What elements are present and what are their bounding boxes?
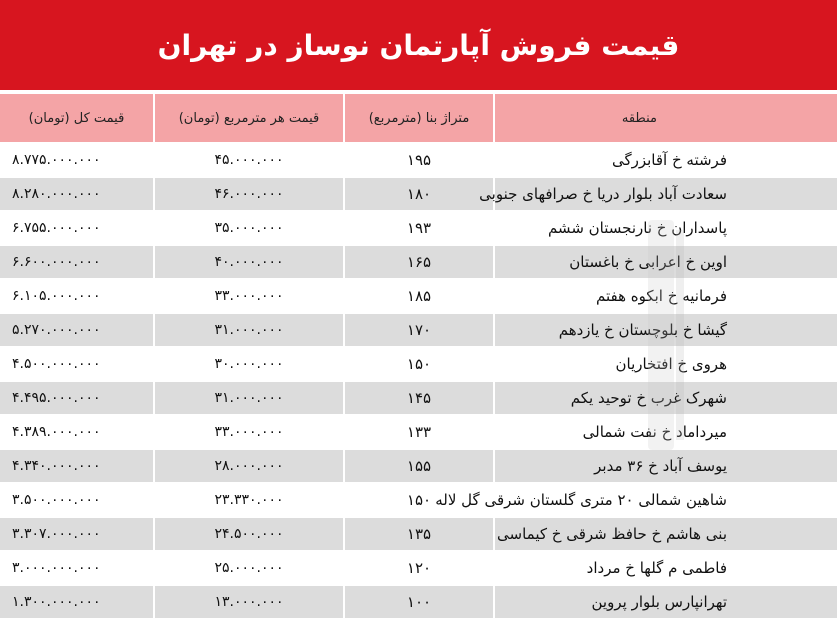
- cell-area: فاطمی م گلها خ مرداد: [493, 552, 837, 586]
- cell-price-per-m2: ۲۸.۰۰۰.۰۰۰: [153, 450, 343, 484]
- cell-total: ۱.۳۰۰.۰۰۰.۰۰۰: [0, 586, 153, 620]
- cell-total: ۴.۳۸۹.۰۰۰.۰۰۰: [0, 416, 153, 450]
- cell-price-per-m2: ۳۳.۰۰۰.۰۰۰: [153, 416, 343, 450]
- cell-price-per-m2: ۲۵.۰۰۰.۰۰۰: [153, 552, 343, 586]
- cell-total: ۴.۴۹۵.۰۰۰.۰۰۰: [0, 382, 153, 416]
- table-row: [0, 518, 837, 552]
- cell-price-per-m2: ۴۶.۰۰۰.۰۰۰: [153, 178, 343, 212]
- cell-size: ۱۰۰: [343, 586, 493, 620]
- cell-total: ۶.۱۰۵.۰۰۰.۰۰۰: [0, 280, 153, 314]
- table-row: [0, 144, 837, 178]
- cell-area: میرداماد خ نفت شمالی: [493, 416, 837, 450]
- header-price-per-m2: قیمت هر مترمربع (تومان): [153, 94, 343, 144]
- cell-area: سعادت آباد بلوار دریا خ صرافهای جنوبی: [493, 178, 837, 212]
- cell-size: ۱۴۵: [343, 382, 493, 416]
- table-row: [0, 552, 837, 586]
- cell-total: ۸.۲۸۰.۰۰۰.۰۰۰: [0, 178, 153, 212]
- cell-area: فرشته خ آقابزرگی: [493, 144, 837, 178]
- cell-size: ۱۵۵: [343, 450, 493, 484]
- cell-price-per-m2: ۲۴.۵۰۰.۰۰۰: [153, 518, 343, 552]
- cell-area: فرمانیه خ ابکوه هفتم: [493, 280, 837, 314]
- cell-total: ۶.۷۵۵.۰۰۰.۰۰۰: [0, 212, 153, 246]
- table-body: [0, 144, 837, 620]
- cell-price-per-m2: ۳۳.۰۰۰.۰۰۰: [153, 280, 343, 314]
- cell-size: ۱۷۰: [343, 314, 493, 348]
- cell-price-per-m2: ۳۵.۰۰۰.۰۰۰: [153, 212, 343, 246]
- table-row: [0, 484, 837, 518]
- cell-area: شهرک غرب خ توحید یکم: [493, 382, 837, 416]
- title-bar: [0, 0, 837, 90]
- page-title: قیمت فروش آپارتمان نوساز در تهران: [157, 28, 680, 62]
- table-row: [0, 586, 837, 620]
- cell-price-per-m2: ۴۰.۰۰۰.۰۰۰: [153, 246, 343, 280]
- cell-size: ۱۵۰: [343, 348, 493, 382]
- cell-area: تهرانپارس بلوار پروین: [493, 586, 837, 620]
- cell-total: ۳.۵۰۰.۰۰۰.۰۰۰: [0, 484, 153, 518]
- cell-total: ۴.۳۴۰.۰۰۰.۰۰۰: [0, 450, 153, 484]
- table-row: [0, 348, 837, 382]
- cell-price-per-m2: ۱۳.۰۰۰.۰۰۰: [153, 586, 343, 620]
- cell-total: ۸.۷۷۵.۰۰۰.۰۰۰: [0, 144, 153, 178]
- cell-size: ۱۶۵: [343, 246, 493, 280]
- table-row: [0, 178, 837, 212]
- cell-area: پاسداران خ نارنجستان ششم: [493, 212, 837, 246]
- cell-size: ۱۳۳: [343, 416, 493, 450]
- cell-area: هروی خ افتخاریان: [493, 348, 837, 382]
- cell-area: بنی هاشم خ حافظ شرقی خ کیماسی: [493, 518, 837, 552]
- header-size: متراژ بنا (مترمربع): [343, 94, 493, 144]
- cell-area: اوین خ اعرابی خ باغستان: [493, 246, 837, 280]
- cell-total: ۳.۰۰۰.۰۰۰.۰۰۰: [0, 552, 153, 586]
- cell-size: ۱۲۰: [343, 552, 493, 586]
- table-row: [0, 280, 837, 314]
- cell-price-per-m2: ۴۵.۰۰۰.۰۰۰: [153, 144, 343, 178]
- cell-area: شاهین شمالی ۲۰ متری گلستان شرقی گل لاله: [493, 484, 837, 518]
- cell-size: ۱۹۳: [343, 212, 493, 246]
- cell-size: ۱۹۵: [343, 144, 493, 178]
- table-row: [0, 450, 837, 484]
- cell-size: ۱۸۵: [343, 280, 493, 314]
- header-area: منطقه: [493, 94, 837, 144]
- table-header: [0, 94, 837, 144]
- header-total: قیمت کل (تومان): [0, 94, 153, 144]
- cell-total: ۵.۲۷۰.۰۰۰.۰۰۰: [0, 314, 153, 348]
- cell-price-per-m2: ۲۳.۳۳۰.۰۰۰: [153, 484, 343, 518]
- cell-area: یوسف آباد خ ۳۶ مدبر: [493, 450, 837, 484]
- cell-total: ۴.۵۰۰.۰۰۰.۰۰۰: [0, 348, 153, 382]
- cell-area: گیشا خ بلوچستان خ یازدهم: [493, 314, 837, 348]
- price-table: [0, 94, 837, 620]
- cell-size: ۱۳۵: [343, 518, 493, 552]
- table-row: [0, 314, 837, 348]
- cell-total: ۳.۳۰۷.۰۰۰.۰۰۰: [0, 518, 153, 552]
- table-row: [0, 416, 837, 450]
- cell-total: ۶.۶۰۰.۰۰۰.۰۰۰: [0, 246, 153, 280]
- cell-price-per-m2: ۳۰.۰۰۰.۰۰۰: [153, 348, 343, 382]
- header-row: [0, 94, 837, 144]
- cell-price-per-m2: ۳۱.۰۰۰.۰۰۰: [153, 314, 343, 348]
- cell-size: ۱۸۰: [343, 178, 493, 212]
- table-row: [0, 246, 837, 280]
- table-row: [0, 382, 837, 416]
- cell-price-per-m2: ۳۱.۰۰۰.۰۰۰: [153, 382, 343, 416]
- table-row: [0, 212, 837, 246]
- cell-size: ۱۵۰: [343, 484, 493, 518]
